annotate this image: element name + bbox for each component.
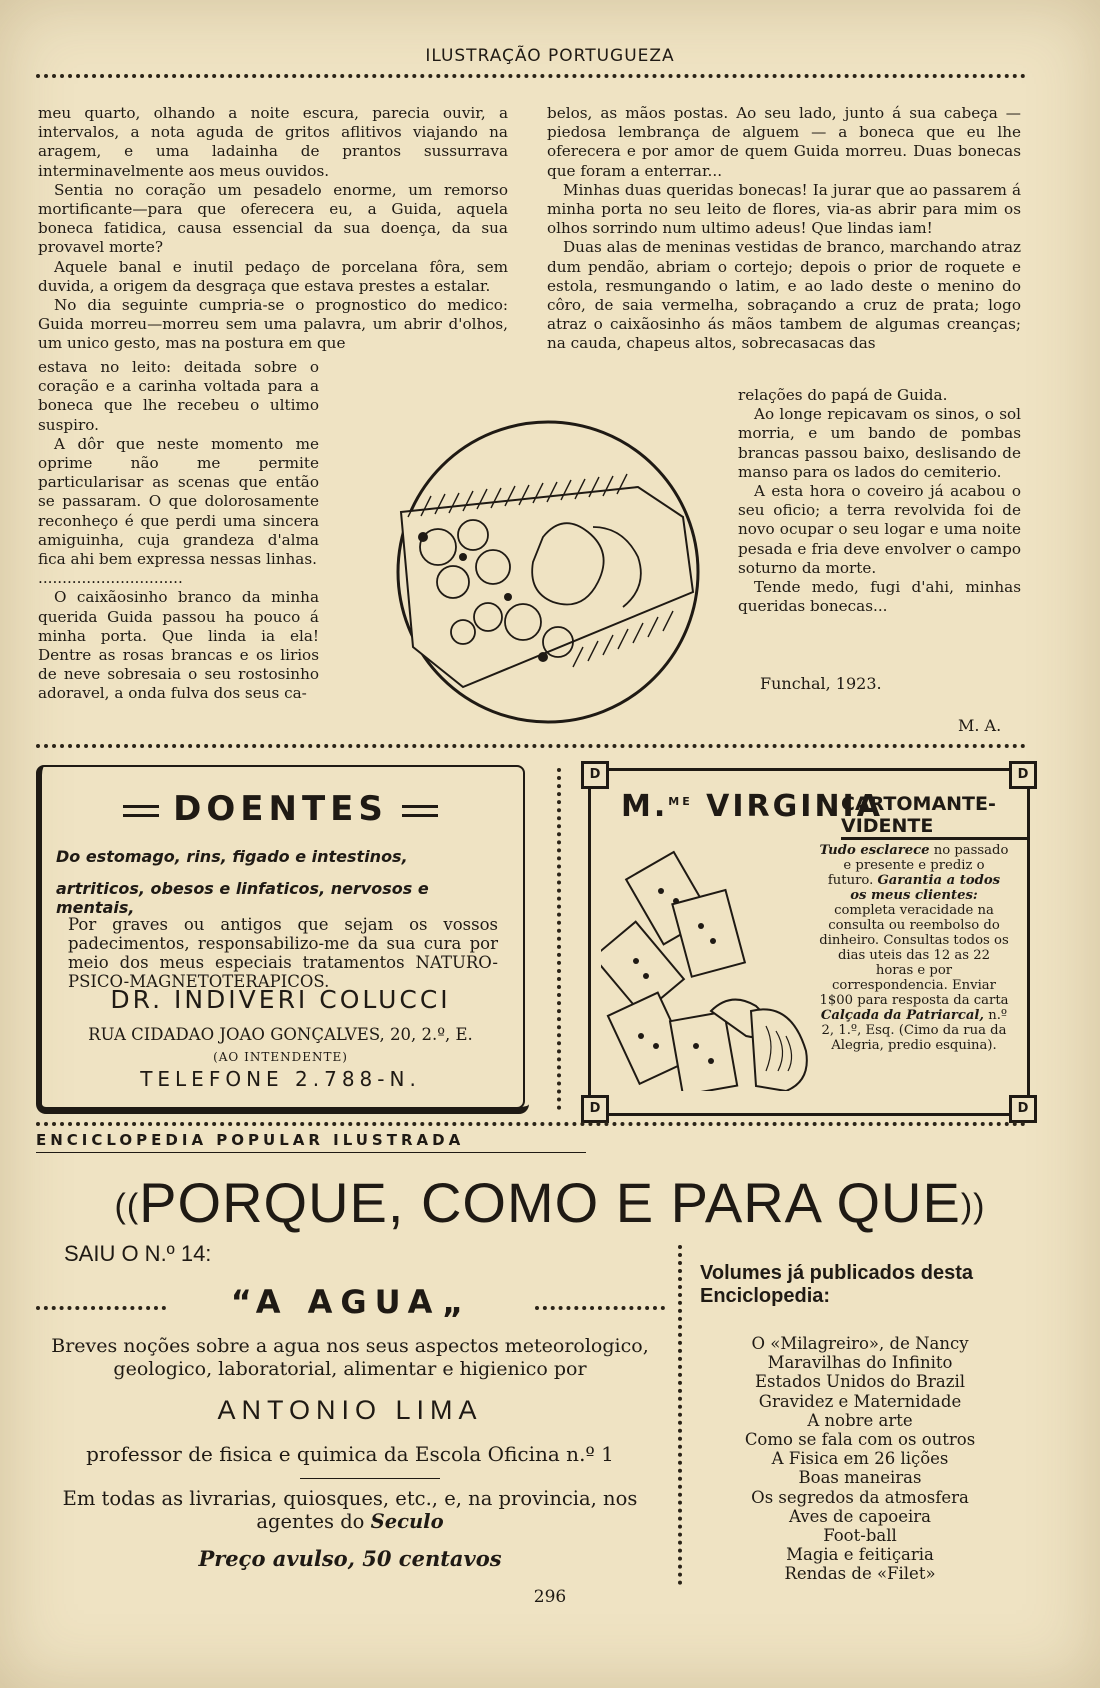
- encyclopedia-title: [0, 1170, 1100, 1235]
- volume-item: Magia e feitiçaria: [786, 1545, 934, 1565]
- book-title: “A AGUA„: [230, 1283, 472, 1321]
- story-right-column: [547, 104, 1021, 354]
- story-paragraph: belos, as mãos postas. Ao seu lado, junto á sua cabeça — piedosa lembrança de alguem — a boneca que eu lhe oferecera e por amor de quem Guida morreu. Duas bonecas que foram a enterrar...: [547, 104, 1021, 180]
- ad-doentes-title-text: DOENTES: [173, 789, 388, 829]
- volume-item: Estados Unidos do Brazil: [754, 1372, 966, 1392]
- book-description: Breves noções sobre a agua nos seus aspectos meteorologico, geologico, laboratorial, alimentar e higienico por: [51, 1335, 649, 1380]
- story-paragraph: No dia seguinte cumpria-se o prognostico do medico: Guida morreu—morreu sem uma palavra, um abrir d'olhos, um unico gesto, mas na postura em que: [38, 296, 508, 353]
- story-paragraph: A dôr que neste momento me oprime não me permite particularisar as scenas que então se passaram. O que dolorosamente reconheço é que perdi uma sincera amiguinha, cuja grandeza d'alma fica ahi bem expressa nessas linhas.: [38, 434, 319, 569]
- column-separator: [678, 1245, 682, 1585]
- title-bar-right: [402, 805, 438, 817]
- story-paragraph: meu quarto, olhando a noite escura, parecia ouvir, a intervalos, a nota aguda de gritos aflitivos viajando na aragem, e uma ladainha de prantos sussurrava interminavelmente aos meus ouvidos.: [38, 104, 508, 180]
- story-paragraph: O caixãosinho branco da minha querida Guida passou ha pouco á minha porta. Que linda ia ela! Dentre as rosas brancas e os lirios de neve sobresaia o seu rostosinho adoravel, a onda fulva dos seus ca-: [38, 588, 319, 703]
- ad-doentes: [36, 765, 525, 1109]
- corner-ornament: D: [1009, 1095, 1037, 1123]
- title-text: PORQUE, COMO E PARA QUE: [139, 1171, 961, 1234]
- divider: [300, 1478, 440, 1479]
- ad-v-t3: Garantia a todos os meus clientes:: [850, 873, 1001, 903]
- ad-doentes-title: [38, 789, 523, 829]
- ad-virginia: [588, 768, 1030, 1116]
- story-paragraph: Tende medo, fugi d'ahi, minhas queridas bonecas...: [738, 578, 1021, 616]
- section-rule: [36, 744, 1026, 748]
- ad-separator: [557, 768, 561, 1110]
- volume-item: Maravilhas do Infinito: [767, 1353, 953, 1373]
- volume-item: O «Milagreiro», de Nancy: [751, 1334, 969, 1353]
- volume-item: Os segredos da atmosfera: [751, 1487, 969, 1507]
- ad-doctor-name: DR. INDIVERI COLUCCI: [110, 985, 451, 1014]
- ad-v-t5: Calçada da Patriarcal,: [820, 1008, 985, 1023]
- name-text: VIRGINIA: [706, 789, 883, 824]
- story-left-column: [38, 104, 508, 354]
- story-paragraph: Duas alas de meninas vestidas de branco, marchando atraz dum pendão, abriam o cortejo; depois o prior de roquete e estola, resmungando o latim, e ao lado deste o menino do côro, de saia vermelha, sobraçando a cruz de prata; logo atraz o caixãosinho ás mãos tambem de algumas creanças; na cauda, chapeus altos, sobrecasacas das: [547, 238, 1021, 353]
- corner-ornament: D: [581, 761, 609, 789]
- volume-item: Rendas de «Filet»: [784, 1564, 936, 1584]
- ad-doentes-text: Por graves ou antigos que sejam os vossos padecimentos, responsabilizo-me da sua cura por meio dos meus especiais tratamentos NATURO-PSICO-MAGNETOTERAPICOS.: [68, 915, 498, 991]
- title-open-mark: ((: [114, 1187, 140, 1226]
- ad-v-t6: n.º 2, 1.º, Esq. (Cimo da rua da Alegria, predio esquina).: [821, 1008, 1008, 1053]
- page-number: 296: [533, 1587, 567, 1607]
- ad-address: RUA CIDADAO JOAO GONÇALVES, 20, 2.º, E.: [88, 1025, 473, 1044]
- ad-v-t1: Tudo esclarece: [819, 843, 930, 858]
- title-close-mark: )): [960, 1187, 986, 1226]
- story-paragraph: A esta hora o coveiro já acabou o seu oficio; a terra revolvida foi de novo ocupar o seu logar e uma noite pesada e fria deve envolver o campo soturno da morte.: [738, 482, 1021, 577]
- ad-virginia-role: CARTOMANTE-VIDENTE: [841, 793, 1027, 840]
- sales-info: [30, 1487, 670, 1533]
- volumes-title: Volumes já publicados desta Enciclopedia:: [700, 1262, 974, 1307]
- sales-paper: Seculo: [370, 1510, 444, 1533]
- volume-item: Aves de capoeira: [789, 1506, 931, 1526]
- ad-near: (AO INTENDENTE): [213, 1050, 348, 1064]
- story-paragraph: estava no leito: deitada sobre o coração e a carinha voltada para a boneca que lhe recebeu o ultimo suspiro.: [38, 358, 319, 434]
- volumes-list: [700, 1334, 1020, 1584]
- price: Preço avulso, 50 centavos: [198, 1546, 502, 1571]
- section-rule: [36, 1122, 1026, 1126]
- ad-doentes-line1: Do estomago, rins, figado e intestinos,: [56, 847, 408, 866]
- story-ellipsis: ..............................: [38, 569, 183, 588]
- volume-item: Foot-ball: [823, 1526, 897, 1546]
- ad-virginia-text: [819, 843, 1009, 1053]
- title-bar-left: [123, 805, 159, 817]
- corner-ornament: D: [581, 1095, 609, 1123]
- author-role: professor de fisica e quimica da Escola Oficina n.º 1: [86, 1442, 614, 1466]
- story-paragraph: Aquele banal e inutil pedaço de porcelana fôra, sem duvida, a origem da desgraça que estava prestes a estalar.: [38, 257, 508, 295]
- magazine-header: ILUSTRAÇÃO PORTUGUEZA: [425, 46, 675, 66]
- header-rule: [36, 74, 1026, 78]
- ad-phone: TELEFONE 2.788-N.: [140, 1067, 421, 1091]
- story-signature: M. A.: [958, 716, 1002, 735]
- volume-item: Boas maneiras: [798, 1468, 922, 1488]
- issue-label: SAIU O N.º 14:: [64, 1241, 212, 1266]
- volume-item: Como se fala com os outros: [744, 1430, 976, 1450]
- header-underline: [36, 1152, 586, 1153]
- name-sup: ME: [668, 795, 693, 808]
- sales-text: Em todas as livrarias, quiosques, etc., e, na provincia, nos agentes do: [62, 1487, 638, 1533]
- name-prefix: M.: [621, 789, 669, 824]
- ad-doentes-line2: artriticos, obesos e linfaticos, nervosos e mentais,: [56, 879, 429, 917]
- story-paragraph: Minhas duas queridas bonecas! Ia jurar que ao passarem á minha porta no seu leito de flores, via-as abrir para mim os olhos sorrindo num ultimo adeus! Que lindas iam!: [547, 180, 1021, 238]
- coffin-illustration: [393, 417, 703, 727]
- story-place-date: Funchal, 1923.: [760, 674, 882, 693]
- volume-item: A nobre arte: [807, 1410, 913, 1430]
- story-left-narrow-column: [38, 358, 319, 704]
- playing-cards-illustration: [601, 841, 821, 1091]
- corner-ornament: D: [1009, 761, 1037, 789]
- book-author: ANTONIO LIMA: [217, 1395, 483, 1425]
- story-paragraph: Sentia no coração um pesadelo enorme, um remorso mortificante—para que oferecera eu, a Guida, aquela boneca fatidica, causa essencial da sua doença, da sua provavel morte?: [38, 180, 508, 257]
- story-paragraph: Ao longe repicavam os sinos, o sol morria, e um bando de pombas brancas passou baixo, deslisando de manso para os lados do cemiterio.: [738, 405, 1021, 481]
- volume-item: Gravidez e Maternidade: [758, 1391, 962, 1411]
- story-right-narrow-column: [738, 386, 1021, 616]
- ad-v-t2: no passado e presente e prediz o futuro.: [827, 843, 1009, 888]
- story-paragraph: relações do papá de Guida.: [738, 386, 948, 404]
- encyclopedia-header: ENCICLOPEDIA POPULAR ILUSTRADA: [36, 1131, 465, 1149]
- ad-v-t4: completa veracidade na consulta ou reembolso do dinheiro. Consultas todos os dias uteis das 12 as 22 horas e por correspondencia. Enviar 1$00 para resposta da carta: [819, 903, 1009, 1008]
- volume-item: A Fisica em 26 lições: [771, 1449, 949, 1469]
